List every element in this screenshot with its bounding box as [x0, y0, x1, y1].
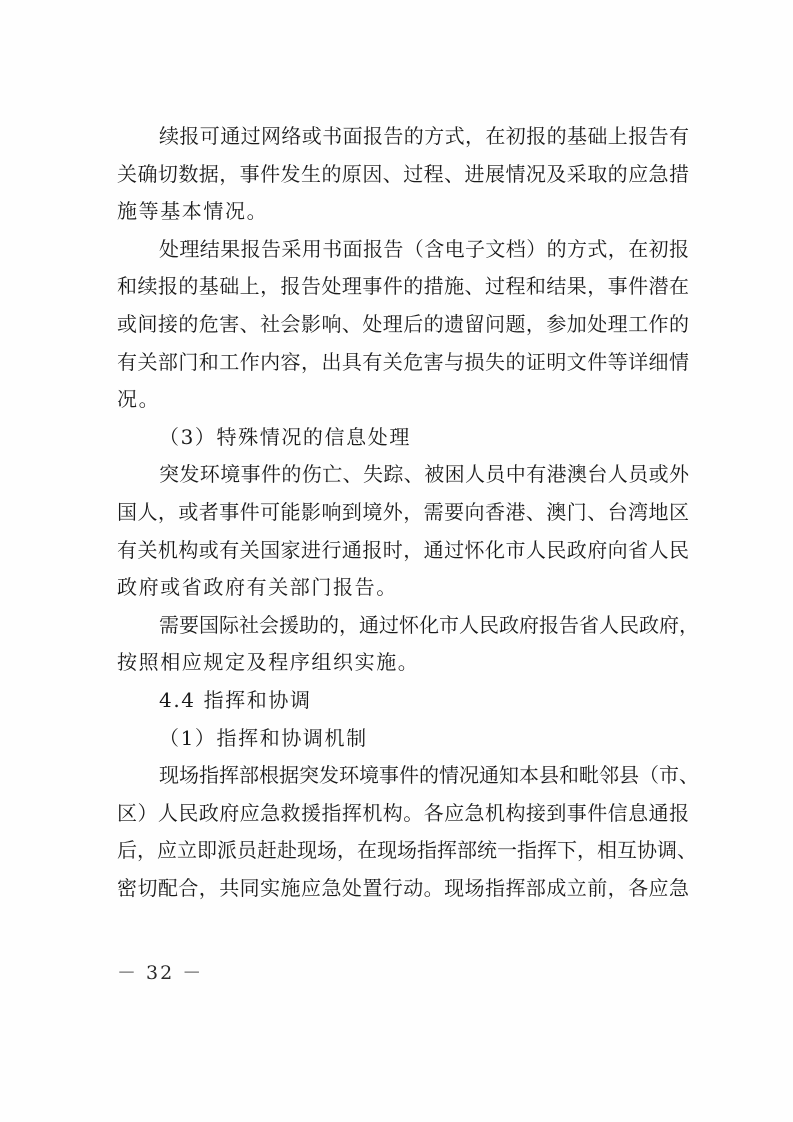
- paragraph-line: 和续报的基础上，报告处理事件的措施、过程和结果，事件潜在: [117, 274, 689, 299]
- paragraph-line: 后，应立即派员赶赴现场，在现场指挥部统一指挥下，相互协调、: [117, 838, 697, 863]
- paragraph-line: 国人，或者事件可能影响到境外，需要向香港、澳门、台湾地区: [117, 499, 689, 524]
- page-number: － 32 －: [117, 962, 204, 984]
- paragraph-line: 需要国际社会援助的，通过怀化市人民政府报告省人民政府，: [159, 612, 699, 637]
- paragraph-line: 区）人民政府应急救援指挥机构。各应急机构接到事件信息通报: [117, 800, 689, 825]
- paragraph-line: 处理结果报告采用书面报告（含电子文档）的方式，在初报: [159, 236, 689, 261]
- paragraph-line: 况。: [117, 387, 161, 412]
- paragraph-line: 政府或省政府有关部门报告。: [117, 575, 398, 600]
- paragraph-line: 按照相应规定及程序组织实施。: [117, 650, 420, 675]
- body-text: [117, 118, 699, 907]
- section-heading: （3）特殊情况的信息处理: [159, 424, 411, 449]
- paragraph-line: 突发环境事件的伤亡、失踪、被困人员中有港澳台人员或外: [159, 462, 689, 487]
- paragraph-line: 或间接的危害、社会影响、处理后的遗留问题，参加处理工作的: [117, 311, 689, 336]
- paragraph-line: 现场指挥部根据突发环境事件的情况通知本县和毗邻县（市、: [159, 763, 699, 788]
- paragraph-line: 有关机构或有关国家进行通报时，通过怀化市人民政府向省人民: [117, 537, 689, 562]
- subsection-heading: （1）指挥和协调机制: [159, 725, 368, 750]
- paragraph-line: 续报可通过网络或书面报告的方式，在初报的基础上报告有: [159, 124, 689, 148]
- paragraph-line: 有关部门和工作内容，出具有关危害与损失的证明文件等详细情: [117, 349, 689, 374]
- paragraph-line: 密切配合，共同实施应急处置行动。现场指挥部成立前，各应急: [117, 875, 689, 900]
- section-heading: 4.4 指挥和协调: [159, 687, 312, 712]
- paragraph-line: 施等基本情况。: [117, 199, 269, 224]
- paragraph-line: 关确切数据，事件发生的原因、过程、进展情况及采取的应急措: [117, 161, 689, 186]
